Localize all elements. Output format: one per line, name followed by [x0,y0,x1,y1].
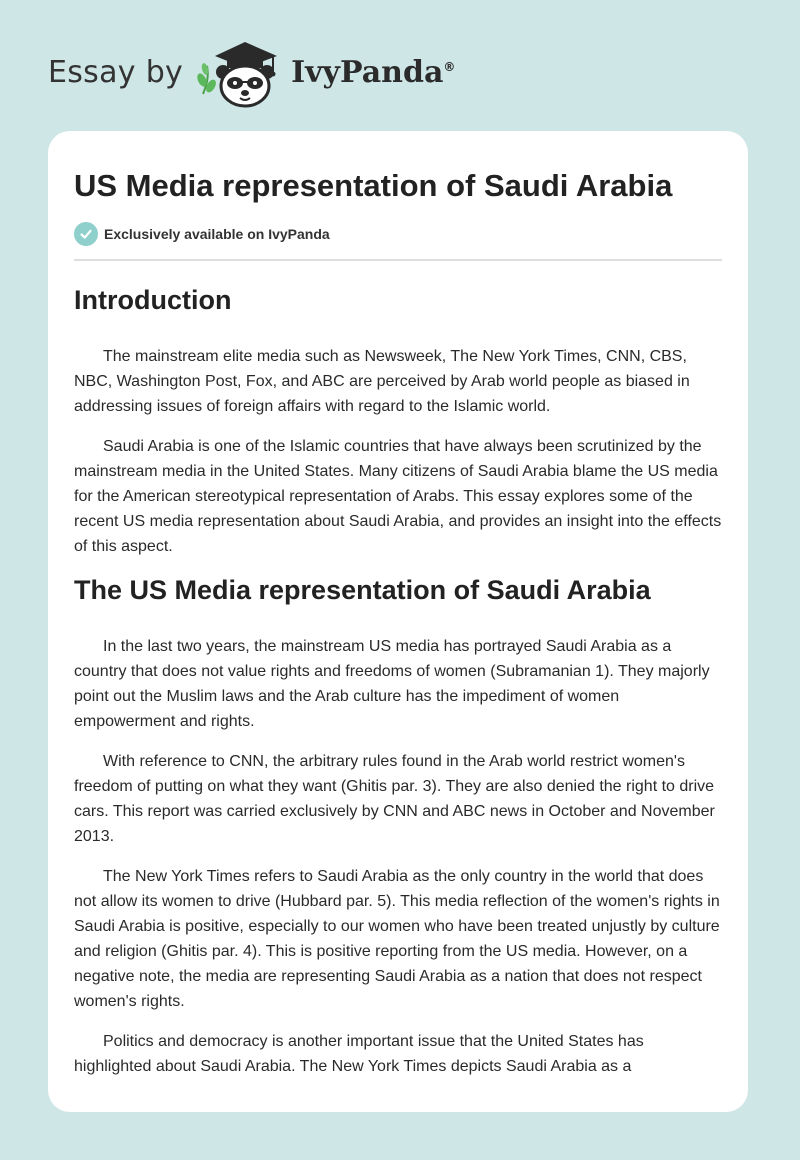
panda-graduate-icon [197,36,285,108]
section-heading-introduction: Introduction [74,285,232,315]
paragraph: The mainstream elite media such as Newsweek, The New York Times, CNN, CBS, NBC, Washington Post, Fox, and ABC are perceived by Arab world people as biased in addressing issues of foreign affairs with regard to the Islamic world. [74,348,690,415]
paragraph: Saudi Arabia is one of the Islamic countries that have always been scrutinized by the mainstream media in the United States. Many citizens of Saudi Arabia blame the US media for the American stereotypical representation of Arabs. This essay explores some of the recent US media representation about Saudi Arabia, and provides an insight into the effects of this aspect. [74,438,722,555]
paragraph: In the last two years, the mainstream US media has portrayed Saudi Arabia as a country that does not value rights and freedoms of women (Subramanian 1). They majorly point out the Muslim laws and the Arab culture has the impediment of women empowerment and rights. [74,638,710,730]
paragraph: Politics and democracy is another important issue that the United States has highlighted about Saudi Arabia. The New York Times depicts Saudi Arabia as a [74,1033,644,1075]
page-title: US Media representation of Saudi Arabia [74,168,673,203]
section-heading-us-media: The US Media representation of Saudi Arabia [74,575,651,605]
article-card [48,131,748,1112]
brand-name: IvyPanda® [291,54,456,90]
exclusive-badge [74,222,722,246]
registered-mark: ® [443,59,456,74]
brand-prefix: Essay by [48,54,184,90]
exclusive-text: Exclusively available on IvyPanda [104,226,330,242]
paragraph: The New York Times refers to Saudi Arabia as the only country in the world that does not allow its women to drive (Hubbard par. 5). This media reflection of the women's rights in Saudi Arabia is positive, especially to our women who have been treated unjustly by culture and religion (Ghitis par. 4). This is positive reporting from the US media. However, on a negative note, the media are representing Saudi Arabia as a nation that does not respect women's rights. [74,868,720,1010]
paragraph: With reference to CNN, the arbitrary rules found in the Arab world restrict women's freedom of putting on what they want (Ghitis par. 3). They are also denied the right to drive cars. This report was carried exclusively by CNN and ABC news in October and November 2013. [74,753,715,845]
divider [74,259,722,261]
check-circle-icon [74,222,98,246]
brand-header[interactable] [48,36,455,108]
